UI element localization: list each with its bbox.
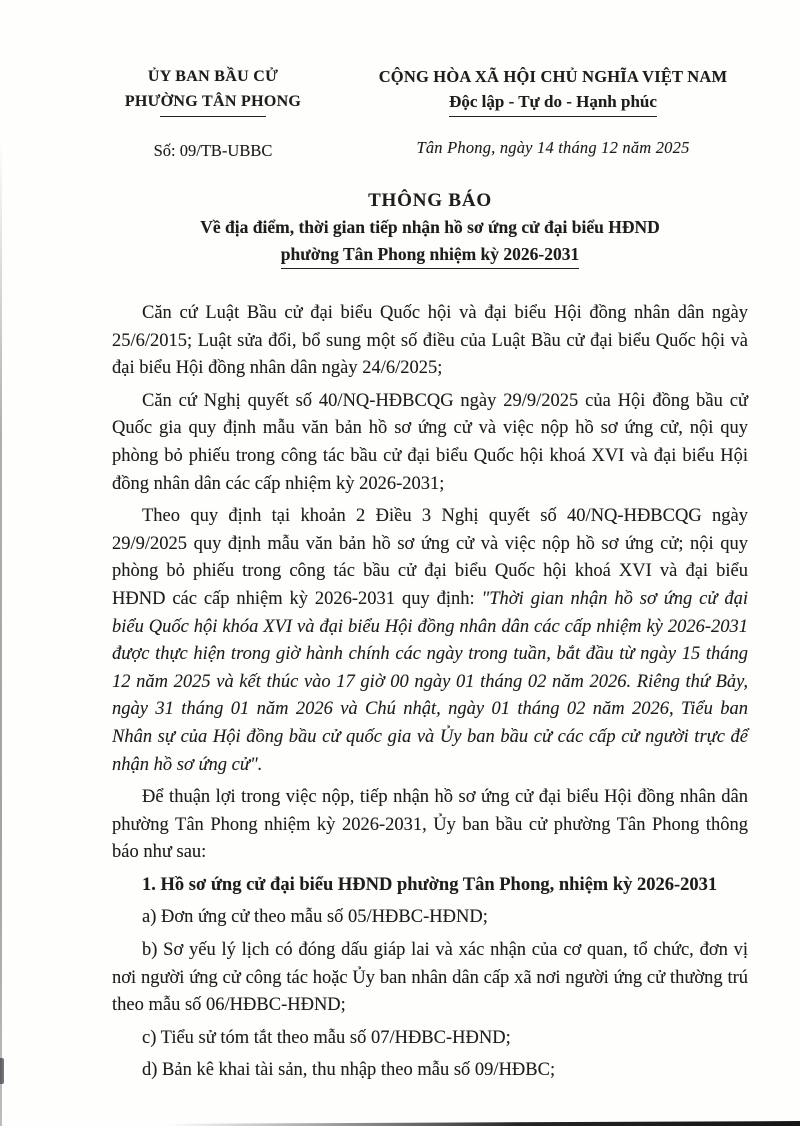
dossier-item-b: b) Sơ yếu lý lịch có đóng dấu giáp lai và xác nhận của cơ quan, tổ chức, đơn vị nơi người ứng cử công tác hoặc Ủy ban nhân dân cấp xã nơi người ứng cử thường trú theo mẫu số 06/HĐBC-HĐND; [112, 940, 748, 1016]
document-title-block [112, 188, 748, 269]
issuing-authority-block [106, 64, 320, 161]
document-title: THÔNG BÁO [368, 190, 492, 211]
national-motto-line: Độc lập - Tự do - Hạnh phúc [449, 89, 657, 117]
document-subtitle-line2: phường Tân Phong nhiệm kỳ 2026-2031 [281, 241, 580, 270]
section-1-heading: 1. Hồ sơ ứng cử đại biểu HĐND phường Tân Phong, nhiệm kỳ 2026-2031 [142, 874, 718, 895]
authority-underline-rule [160, 116, 266, 117]
document-number: Số: 09/TB-UBBC [153, 141, 273, 160]
document-body [112, 300, 748, 1085]
document-subtitle-line1: Về địa điểm, thời gian tiếp nhận hồ sơ ứng cử đại biểu HĐND [200, 217, 660, 237]
dossier-item-a: a) Đơn ứng cử theo mẫu số 05/HĐBC-HĐND; [142, 907, 488, 928]
national-motto-block [352, 64, 754, 161]
dossier-item-c: c) Tiểu sử tóm tắt theo mẫu số 07/HĐBC-HĐND; [142, 1027, 511, 1048]
document-header [0, 0, 800, 161]
paragraph-legal-basis-1: Căn cứ Luật Bầu cử đại biểu Quốc hội và đại biểu Hội đồng nhân dân ngày 25/6/2015; Luật sửa đổi, bổ sung một số điều của Luật Bầu cử đại biểu Quốc hội và đại biểu Hội đồng nhân dân ngày 24/6/2025; [112, 303, 748, 379]
paragraph-regulation-normal: Theo quy định tại khoản 2 Điều 3 Nghị quyết số 40/NQ-HĐBCQG ngày 29/9/2025 quy định mẫu văn bản hồ sơ ứng cử và việc nộp hồ sơ ứng cử; nội quy phòng bỏ phiếu trong công tác bầu cử đại biểu Quốc hội khoá XVI và đại biểu HĐND các cấp nhiệm kỳ 2026-2031 quy định: [112, 506, 748, 609]
scan-edge-left-artifact [0, 140, 2, 1126]
scan-edge-left-mark-artifact [0, 1058, 4, 1084]
national-header-line1: CỘNG HÒA XÃ HỘI CHỦ NGHĨA VIỆT NAM [378, 67, 728, 86]
paragraph-announcement-intro: Để thuận lợi trong việc nộp, tiếp nhận hồ sơ ứng cử đại biểu Hội đồng nhân dân phường Tân Phong nhiệm kỳ 2026-2031, Ủy ban bầu cử phường Tân Phong thông báo như sau: [112, 787, 748, 863]
paragraph-regulation-quote: "Thời gian nhận hồ sơ ứng cử đại biểu Quốc hội khóa XVI và đại biểu Hội đồng nhân dân các cấp nhiệm kỳ 2026-2031 được thực hiện trong giờ hành chính các ngày trong tuần, bắt đầu từ ngày 15 tháng 12 năm 2025 và kết thúc vào 17 giờ 00 ngày 01 tháng 02 năm 2026. Riêng thứ Bảy, ngày 31 tháng 01 năm 2026 và Chú nhật, ngày 01 tháng 02 năm 2026, Tiểu ban Nhân sự của Hội đồng bầu cử quốc gia và Ủy ban bầu cử các cấp cử người trực để nhận hồ sơ ứng cử". [112, 588, 748, 775]
issuing-authority-line1: ỦY BAN BẦU CỬ [147, 68, 279, 85]
scan-edge-bottom-artifact [168, 1121, 800, 1126]
place-and-date-line: Tân Phong, ngày 14 tháng 12 năm 2025 [416, 138, 690, 157]
dossier-item-d: d) Bản kê khai tài sản, thu nhập theo mẫu số 09/HĐBC; [142, 1060, 556, 1081]
paragraph-legal-basis-2: Căn cứ Nghị quyết số 40/NQ-HĐBCQG ngày 29/9/2025 của Hội đồng bầu cử Quốc gia quy định mẫu văn bản hồ sơ ứng cử và việc nộp hồ sơ ứng cử, nội quy phòng bỏ phiếu trong công tác bầu cử đại biểu Quốc hội khoá XVI và đại biểu Hội đồng nhân dân các cấp nhiệm kỳ 2026-2031; [112, 390, 748, 494]
paragraph-regulation-with-quote [112, 503, 748, 779]
issuing-authority-line2: PHƯỜNG TÂN PHONG [124, 93, 302, 110]
